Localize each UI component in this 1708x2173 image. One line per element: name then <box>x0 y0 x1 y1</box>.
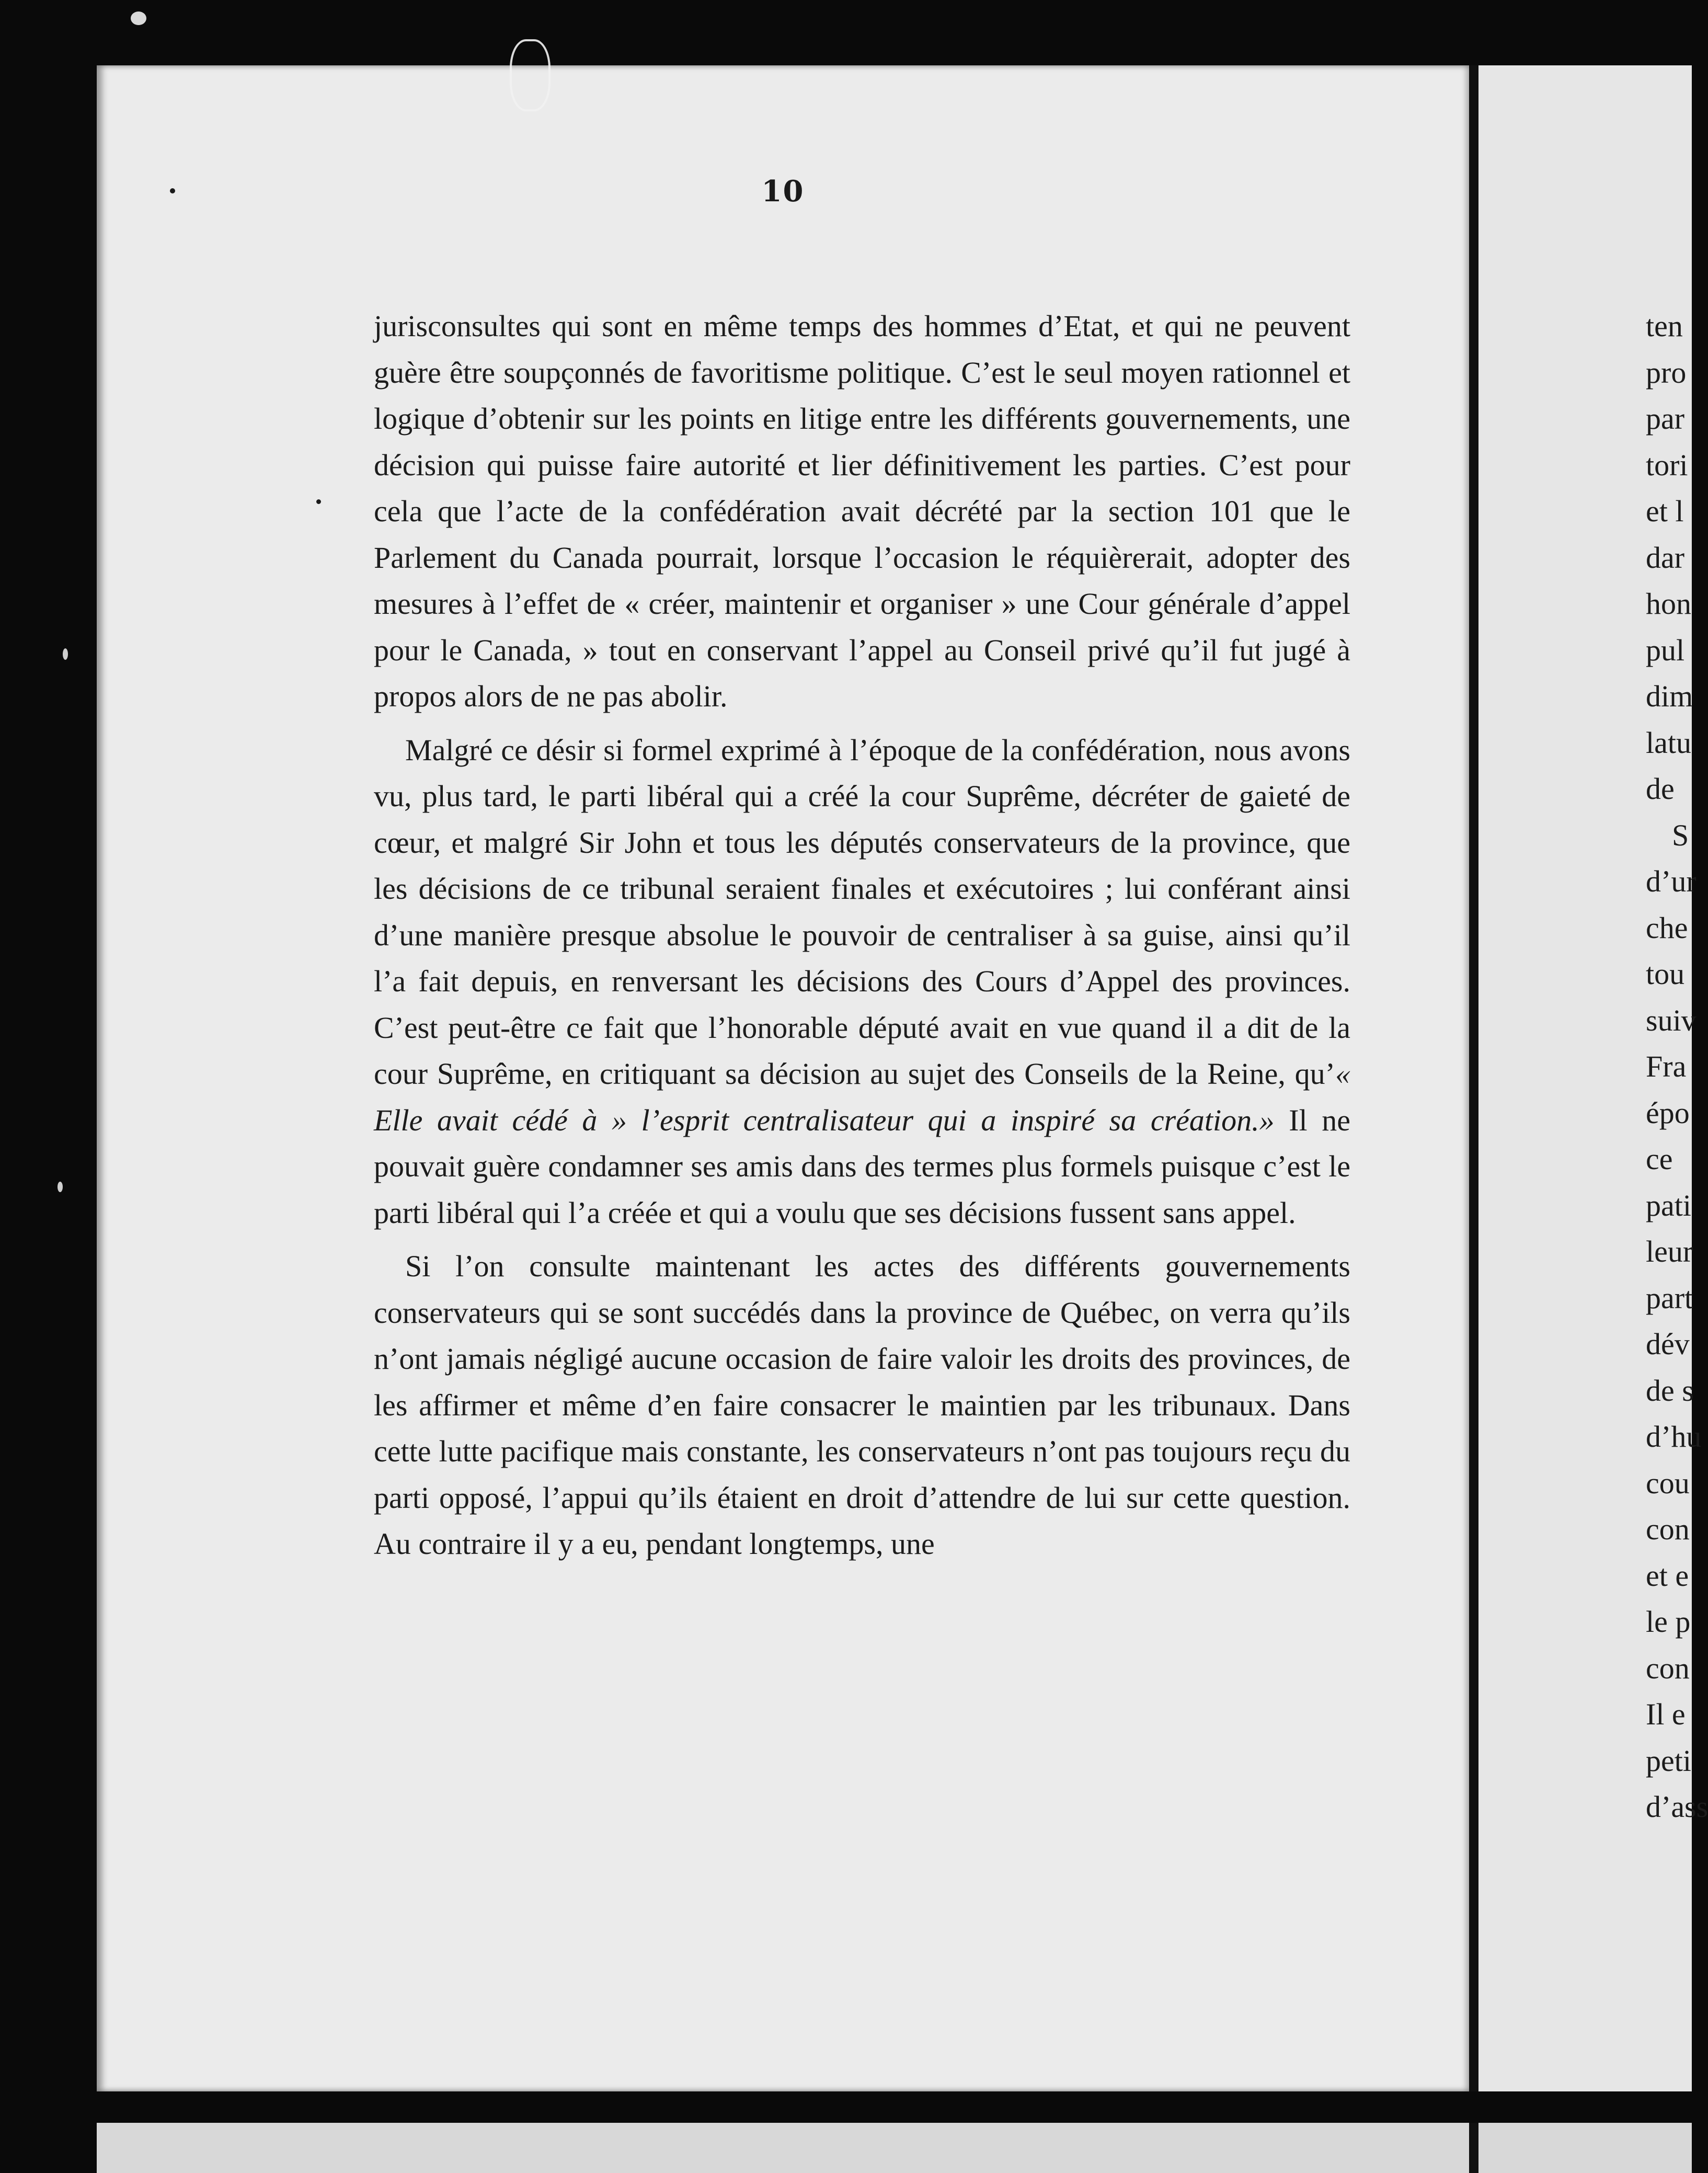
text-fragment: le p <box>1646 1605 1691 1639</box>
scan-speck <box>63 648 68 660</box>
text-fragment: S <box>1672 818 1689 852</box>
text-fragment: et e <box>1646 1558 1689 1593</box>
scan-scratch <box>510 39 551 111</box>
text-fragment: con <box>1646 1512 1690 1546</box>
next-leaf-edge <box>97 2123 1692 2173</box>
page-gutter <box>1469 65 1478 2091</box>
paragraph-2-text-end: Il ne pouvait guère condamner ses amis dans des termes plus formels puisque c’est le parti libéral qui l’a créée et qui a voulu que ses décisions fussent sans appel. <box>374 1103 1350 1230</box>
text-fragment: Il e <box>1646 1697 1686 1731</box>
text-fragment: leur <box>1646 1234 1693 1268</box>
scan-speck <box>316 499 321 504</box>
text-fragment: d’ur <box>1646 864 1696 898</box>
text-fragment: de s <box>1646 1373 1694 1408</box>
adjacent-page-text <box>1646 303 1708 1831</box>
text-fragment: pul <box>1646 633 1685 667</box>
text-fragment: suiv <box>1646 1003 1696 1037</box>
text-fragment: tou <box>1646 957 1685 991</box>
text-fragment: peti <box>1646 1743 1691 1778</box>
page-gutter-bottom <box>1469 2123 1478 2173</box>
paragraph-2-text: Malgré ce désir si formel exprimé à l’époque de la confédération, nous avons vu, plus tard, le parti libéral qui a créé la cour Suprême, décréter de gaieté de cœur, et malgré Sir John et tous les députés conservateurs de la province, que les décisions de ce tribunal seraient finales et exécutoires ; lui conférant ainsi d’une manière presque absolue le pouvoir de centraliser à sa guise, ainsi qu’il l’a fait depuis, en renversant les décisions des Cours d’Appel des provinces. C’est peut-être ce fait que l’honorable député avait en vue quand il a dit de la cour Suprême, en critiquant sa décision au sujet des Conseils de la Reine, qu’ <box>374 733 1350 1091</box>
text-fragment: de <box>1646 772 1675 806</box>
page-number: 10 <box>761 174 805 209</box>
text-fragment: cou <box>1646 1466 1690 1500</box>
text-fragment: dév <box>1646 1327 1690 1361</box>
paragraph-3: Si l’on consulte maintenant les actes des différents gouvernements conservateurs qui se sont succédés dans la province de Québec, on verra qu’ils n’ont jamais négligé aucune occasion de faire valoir les droits des provinces, de les affirmer et même d’en faire consacrer le maintien par les tribunaux. Dans cette lutte pacifique mais constante, les conservateurs n’ont pas toujours reçu du parti opposé, l’appui qu’ils étaient en droit d’attendre de lui sur cette question. Au contraire il y a eu, pendant longtemps, une <box>374 1249 1350 1561</box>
text-fragment: con <box>1646 1651 1690 1685</box>
text-fragment: ce <box>1646 1142 1673 1176</box>
text-fragment: et l <box>1646 494 1684 528</box>
text-fragment: part <box>1646 1280 1693 1315</box>
paragraph-2 <box>374 727 1350 1237</box>
text-fragment: Fra <box>1646 1049 1687 1083</box>
scan-speck <box>131 12 146 25</box>
text-fragment: che <box>1646 910 1688 945</box>
scan-speck <box>58 1182 63 1192</box>
text-fragment: tori <box>1646 448 1688 482</box>
paragraph-1: jurisconsultes qui sont en même temps des hommes d’Etat, et qui ne peuvent guère être soupçonnés de favoritisme politique. C’est le seul moyen rationnel et logique d’obtenir sur les points en litige entre les différents gouvernements, une décision qui puisse faire autorité et lier définitivement les parties. C’est pour cela que l’acte de la confédération avait décrété par la section 101 que le Parlement du Canada pourrait, lorsque l’occasion le réquièrerait, adopter des mesures à l’effet de « créer, maintenir et organiser » une Cour générale d’appel pour le Canada, » tout en conservant l’appel au Conseil privé qu’il fut jugé à propos alors de ne pas abolir. <box>374 309 1350 713</box>
text-fragment: dim <box>1646 679 1693 713</box>
text-fragment: ten <box>1646 309 1683 343</box>
text-fragment: pro <box>1646 355 1687 390</box>
text-fragment: d’ass <box>1646 1790 1708 1824</box>
text-fragment: dar <box>1646 540 1685 575</box>
text-fragment: latu <box>1646 725 1691 760</box>
body-text <box>374 303 1350 1575</box>
text-fragment: par <box>1646 402 1685 436</box>
text-fragment: hon <box>1646 587 1691 621</box>
italic-quote: « Elle avait cédé à » l’esprit centralisateur qui a inspiré sa création.» <box>374 1057 1350 1137</box>
main-page <box>97 65 1469 2091</box>
text-fragment: épo <box>1646 1095 1690 1130</box>
text-fragment: d’hu <box>1646 1420 1702 1454</box>
text-fragment: pati <box>1646 1188 1691 1222</box>
adjacent-page <box>1478 65 1708 2091</box>
